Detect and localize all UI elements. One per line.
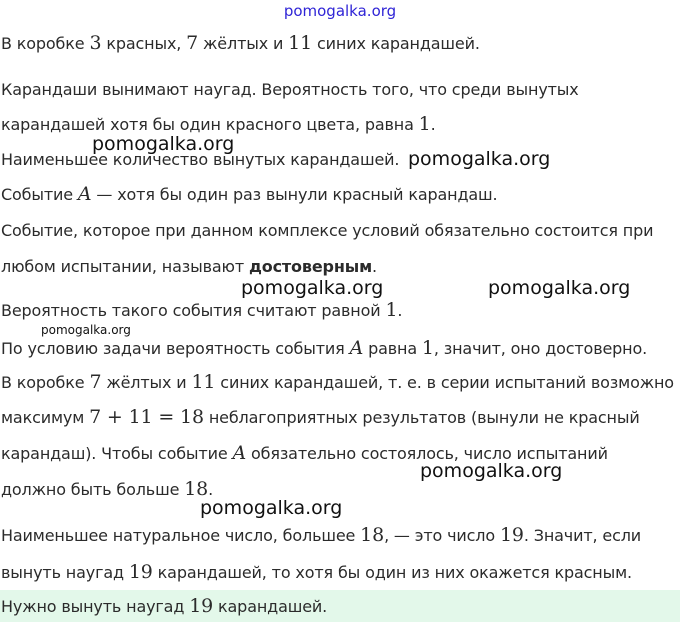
paragraph-conclusion-line1: Наименьшее натуральное число, большее 18, — это число 19. Значит, если	[1, 524, 642, 546]
paragraph-certain: По условию задачи вероятность события A равна 1, значит, оно достоверно.	[1, 337, 648, 359]
paragraph-event: Событие A — хотя бы один раз вынули красный карандаш.	[1, 183, 498, 205]
paragraph-conclusion-line2: вынуть наугад 19 карандашей, то хотя бы один из них окажется красным.	[1, 561, 632, 583]
paragraph-reasoning-line4: должно быть больше 18.	[1, 478, 214, 500]
watermark: pomogalka.org	[92, 133, 235, 155]
header-watermark: pomogalka.org	[283, 2, 397, 20]
watermark: pomogalka.org	[408, 148, 551, 170]
watermark: pomogalka.org	[241, 277, 384, 299]
paragraph-condition-line1: Карандаши вынимают наугад. Вероятность того, что среди вынутых	[1, 80, 579, 99]
paragraph-definition-line1: Событие, которое при данном комплексе условий обязательно состоится при	[1, 221, 654, 240]
paragraph-condition-line2: карандашей хотя бы один красного цвета, равна 1.	[1, 113, 436, 135]
watermark: pomogalka.org	[41, 323, 131, 337]
answer-text: Нужно вынуть наугад 19 карандашей.	[1, 595, 328, 617]
watermark: pomogalka.org	[200, 497, 343, 519]
paragraph-question: Наименьшее количество вынутых карандашей.	[1, 150, 400, 169]
paragraph-reasoning-line2: максимум 7 + 11 = 18 неблагоприятных результатов (вынули не красный	[1, 406, 640, 428]
watermark: pomogalka.org	[420, 460, 563, 482]
paragraph-reasoning-line3: карандаш). Чтобы событие A обязательно состоялось, число испытаний	[1, 442, 608, 464]
paragraph-probability: Вероятность такого события считают равной 1.	[1, 299, 403, 321]
paragraph-definition-line2: любом испытании, называют достоверным.	[1, 257, 377, 276]
paragraph-given: В коробке 3 красных, 7 жёлтых и 11 синих карандашей.	[1, 32, 480, 54]
paragraph-reasoning-line1: В коробке 7 жёлтых и 11 синих карандашей, т. е. в серии испытаний возможно	[1, 371, 674, 393]
watermark: pomogalka.org	[488, 277, 631, 299]
